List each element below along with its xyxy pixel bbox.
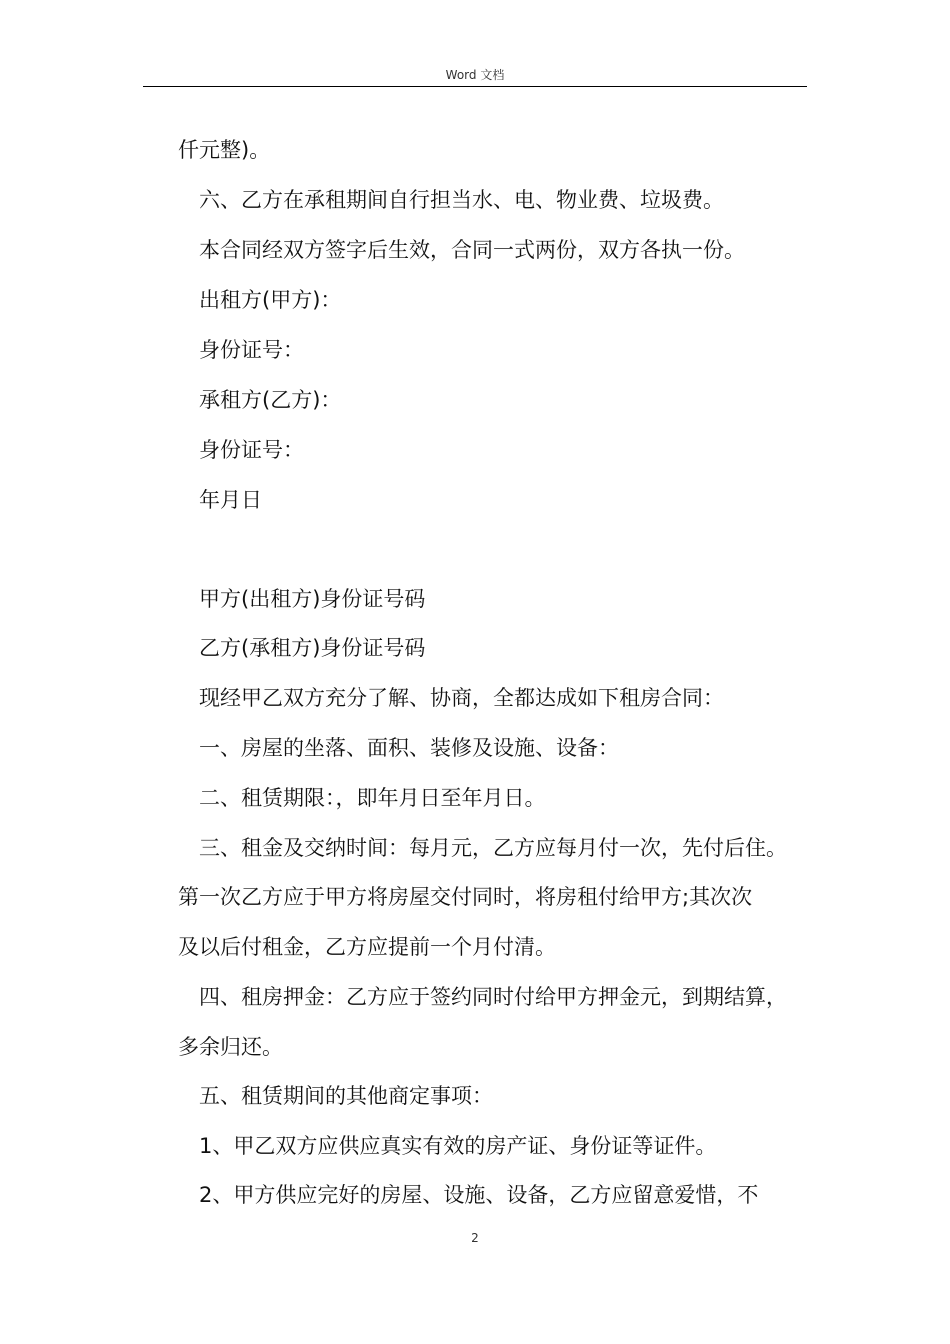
paragraph-line: 2、甲方供应完好的房屋、设施、设备，乙方应留意爱惜，不 xyxy=(199,1183,759,1207)
paragraph-line: 五、租赁期间的其他商定事项： xyxy=(199,1084,493,1108)
paragraph-line: 仟元整)。 xyxy=(178,138,271,162)
paragraph-line: 一、房屋的坐落、面积、装修及设施、设备： xyxy=(199,736,619,760)
paragraph-line: 第一次乙方应于甲方将房屋交付同时，将房租付给甲方;其次次 xyxy=(178,885,753,909)
paragraph-line: 三、租金及交纳时间：每月元，乙方应每月付一次，先付后住。 xyxy=(199,836,787,860)
paragraph-line: 现经甲乙双方充分了解、协商，全都达成如下租房合同： xyxy=(199,686,724,710)
paragraph-line: 甲方(出租方)身份证号码 xyxy=(199,587,426,611)
date-line: 年月日 xyxy=(199,488,262,512)
paragraph-line: 四、租房押金：乙方应于签约同时付给甲方押金元，到期结算， xyxy=(199,985,787,1009)
paragraph-line: 及以后付租金，乙方应提前一个月付清。 xyxy=(178,935,556,959)
paragraph-line: 多余归还。 xyxy=(178,1035,283,1059)
id-number-label: 身份证号： xyxy=(199,438,304,462)
signature-lessor-label: 出租方(甲方)： xyxy=(199,288,342,312)
paragraph-line: 1、甲乙双方应供应真实有效的房产证、身份证等证件。 xyxy=(199,1134,717,1158)
paragraph-line: 六、乙方在承租期间自行担当水、电、物业费、垃圾费。 xyxy=(199,188,724,212)
id-number-label: 身份证号： xyxy=(199,338,304,362)
page-header: Word 文档 xyxy=(445,68,505,82)
paragraph-line: 乙方(承租方)身份证号码 xyxy=(199,636,426,660)
header-rule xyxy=(143,86,807,87)
page-number: 2 xyxy=(471,1231,479,1245)
paragraph-line: 本合同经双方签字后生效，合同一式两份，双方各执一份。 xyxy=(199,238,745,262)
signature-lessee-label: 承租方(乙方)： xyxy=(199,388,342,412)
paragraph-line: 二、租赁期限：，即年月日至年月日。 xyxy=(199,786,546,810)
